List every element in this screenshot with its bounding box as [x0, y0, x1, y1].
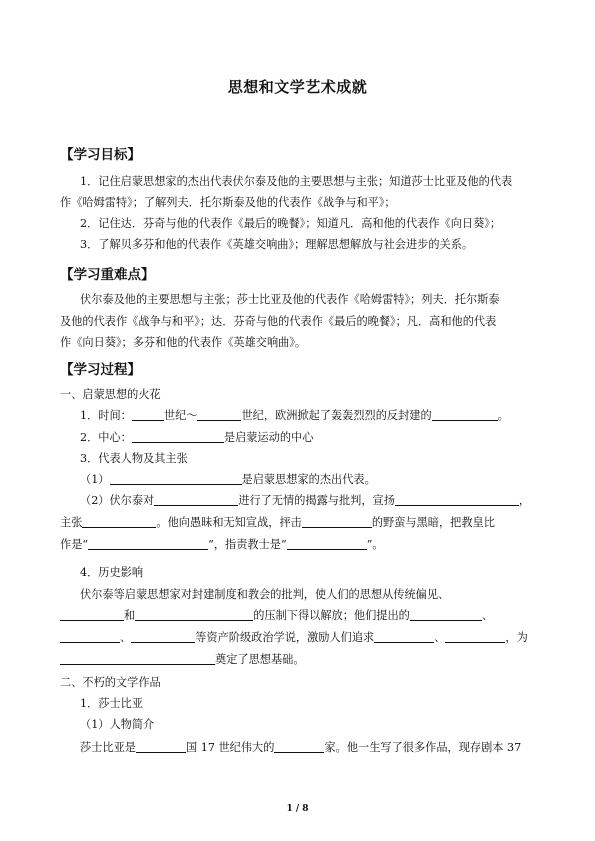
objective-3: 3．了解贝多芬和他的代表作《英雄交响曲》；理解思想解放与社会进步的关系。 [80, 238, 474, 251]
item-1-label: 1．时间： [80, 409, 132, 422]
item-3-2-text-d: 主张 [60, 516, 83, 529]
page-number: 1 / 8 [286, 804, 309, 814]
page-title: 思想和文学艺术成就 [227, 78, 368, 96]
blank-center[interactable] [132, 431, 224, 443]
item-4-text-b: 和 [124, 609, 136, 622]
blank-pope-compared[interactable] [88, 538, 208, 550]
item-3-2-line-b [60, 516, 495, 530]
keypoints-line-3: 作《向日葵》；多芬和他的代表作《英雄交响曲》。 [60, 336, 307, 349]
item-3-2-text-c: ， [518, 494, 531, 507]
item-4-line-d [60, 653, 305, 667]
blank-proposal[interactable] [82, 516, 156, 528]
item-2-label: 2．中心： [80, 431, 132, 444]
bio-text-b: 国 17 世纪伟大的 [185, 741, 275, 754]
blank-century-end[interactable] [197, 409, 241, 421]
process-heading: 【学习过程】 [60, 362, 141, 378]
item-3-2-line-c [60, 538, 384, 552]
blank-suppression[interactable] [135, 609, 253, 621]
item-4-line-a: 伏尔泰等启蒙思想家对封建制度和教会的批判，使人们的思想从传统偏见、 [80, 588, 450, 601]
item-4-text-e: 、 [120, 631, 132, 644]
item-1-text-b: 世纪～ [163, 409, 198, 422]
item-3-2-text-h: ”，指责教士是“ [208, 538, 287, 551]
blank-country[interactable] [136, 741, 186, 753]
item-shakespeare: 1．莎士比亚 [80, 697, 144, 710]
blank-profession[interactable] [274, 741, 324, 753]
item-4-line-c [60, 631, 528, 645]
keypoints-heading: 【学习重难点】 [60, 267, 155, 283]
item-2-text-b: 是启蒙运动的中心 [223, 431, 314, 444]
item-shakespeare-bio [80, 741, 521, 755]
item-4-text-g: 、 [434, 631, 446, 644]
blank-clergy-accused[interactable] [287, 538, 367, 550]
keypoints-line-2: 及他的代表作《战争与和平》；达．芬奇与他的代表作《最后的晚餐》；凡．高和他的代表 [60, 315, 497, 328]
item-4-text-i: 奠定了思想基础。 [215, 653, 305, 666]
item-1-text-d: 。 [497, 409, 509, 422]
objective-1-line-b: 作《哈姆雷特》；了解列夫．托尔斯泰及他的代表作《战争与和平》； [60, 196, 396, 209]
item-4-text-d: 、 [481, 609, 494, 622]
item-3-2-text-b: 进行了无情的揭露与批判，宣扬 [238, 494, 395, 507]
blank-doctrine-1[interactable] [410, 609, 482, 621]
item-3-2-text-a: （2）伏尔泰对 [80, 494, 155, 507]
bio-text-c: 家。他一生写了很多作品，现存剧本 37 [324, 741, 522, 754]
item-3-2-text-e: 。他向愚昧和无知宣战，抨击 [156, 516, 302, 529]
objectives-heading: 【学习目标】 [60, 147, 141, 163]
item-2-center [80, 431, 313, 445]
item-1-time [80, 409, 509, 423]
item-4-text-f: 等资产阶级政治学说，激励人们追求 [195, 631, 375, 644]
blank-attacked[interactable] [302, 516, 372, 528]
item-4-text-c: 的压制下得以解放；他们提出的 [253, 609, 410, 622]
objective-1-line-a: 1．记住启蒙思想家的杰出代表伏尔泰及他的主要思想与主张；知道莎士比亚及他的代表 [80, 175, 513, 188]
item-3-heading: 3．代表人物及其主张 [80, 452, 188, 465]
blank-movement[interactable] [432, 409, 498, 421]
item-3-2-line-a [80, 494, 530, 508]
objective-2: 2．记住达．芬奇与他的代表作《最后的晚餐》；知道凡．高和他的代表作《向日葵》； [80, 217, 502, 230]
blank-century-start[interactable] [132, 409, 164, 421]
item-shakespeare-bio-heading: （1）人物简介 [80, 718, 155, 731]
item-1-text-c: 世纪，欧洲掀起了轰轰烈烈的反封建的 [241, 409, 432, 422]
item-4-text-h: ，为 [505, 631, 528, 644]
item-3-1-label: （1） [80, 473, 110, 486]
blank-pursuit-2[interactable] [445, 631, 505, 643]
item-4-line-b [60, 609, 493, 623]
item-3-2-text-i: ”。 [366, 538, 384, 551]
blank-advocated[interactable] [395, 494, 519, 506]
item-3-2-text-g: 作是“ [60, 538, 89, 551]
blank-foundation[interactable] [60, 653, 215, 665]
section-2-heading: 二、不朽的文学作品 [60, 676, 161, 689]
keypoints-line-1: 伏尔泰及他的主要思想与主张；莎士比亚及他的代表作《哈姆雷特》；列夫．托尔斯泰 [80, 293, 500, 306]
item-3-2-text-f: 的野蛮与黑暗，把教皇比 [371, 516, 495, 529]
blank-criticized[interactable] [154, 494, 238, 506]
blank-doctrine-3[interactable] [131, 631, 195, 643]
blank-prejudice[interactable] [60, 609, 124, 621]
blank-doctrine-2[interactable] [60, 631, 120, 643]
blank-representative[interactable] [110, 473, 242, 485]
item-4-heading: 4．历史影响 [80, 566, 144, 579]
item-3-1 [80, 473, 376, 487]
section-1-heading: 一、启蒙思想的火花 [60, 388, 161, 401]
item-3-1-text: 是启蒙思想家的杰出代表。 [241, 473, 376, 486]
blank-pursuit-1[interactable] [374, 631, 434, 643]
bio-text-a: 莎士比亚是 [80, 741, 136, 754]
